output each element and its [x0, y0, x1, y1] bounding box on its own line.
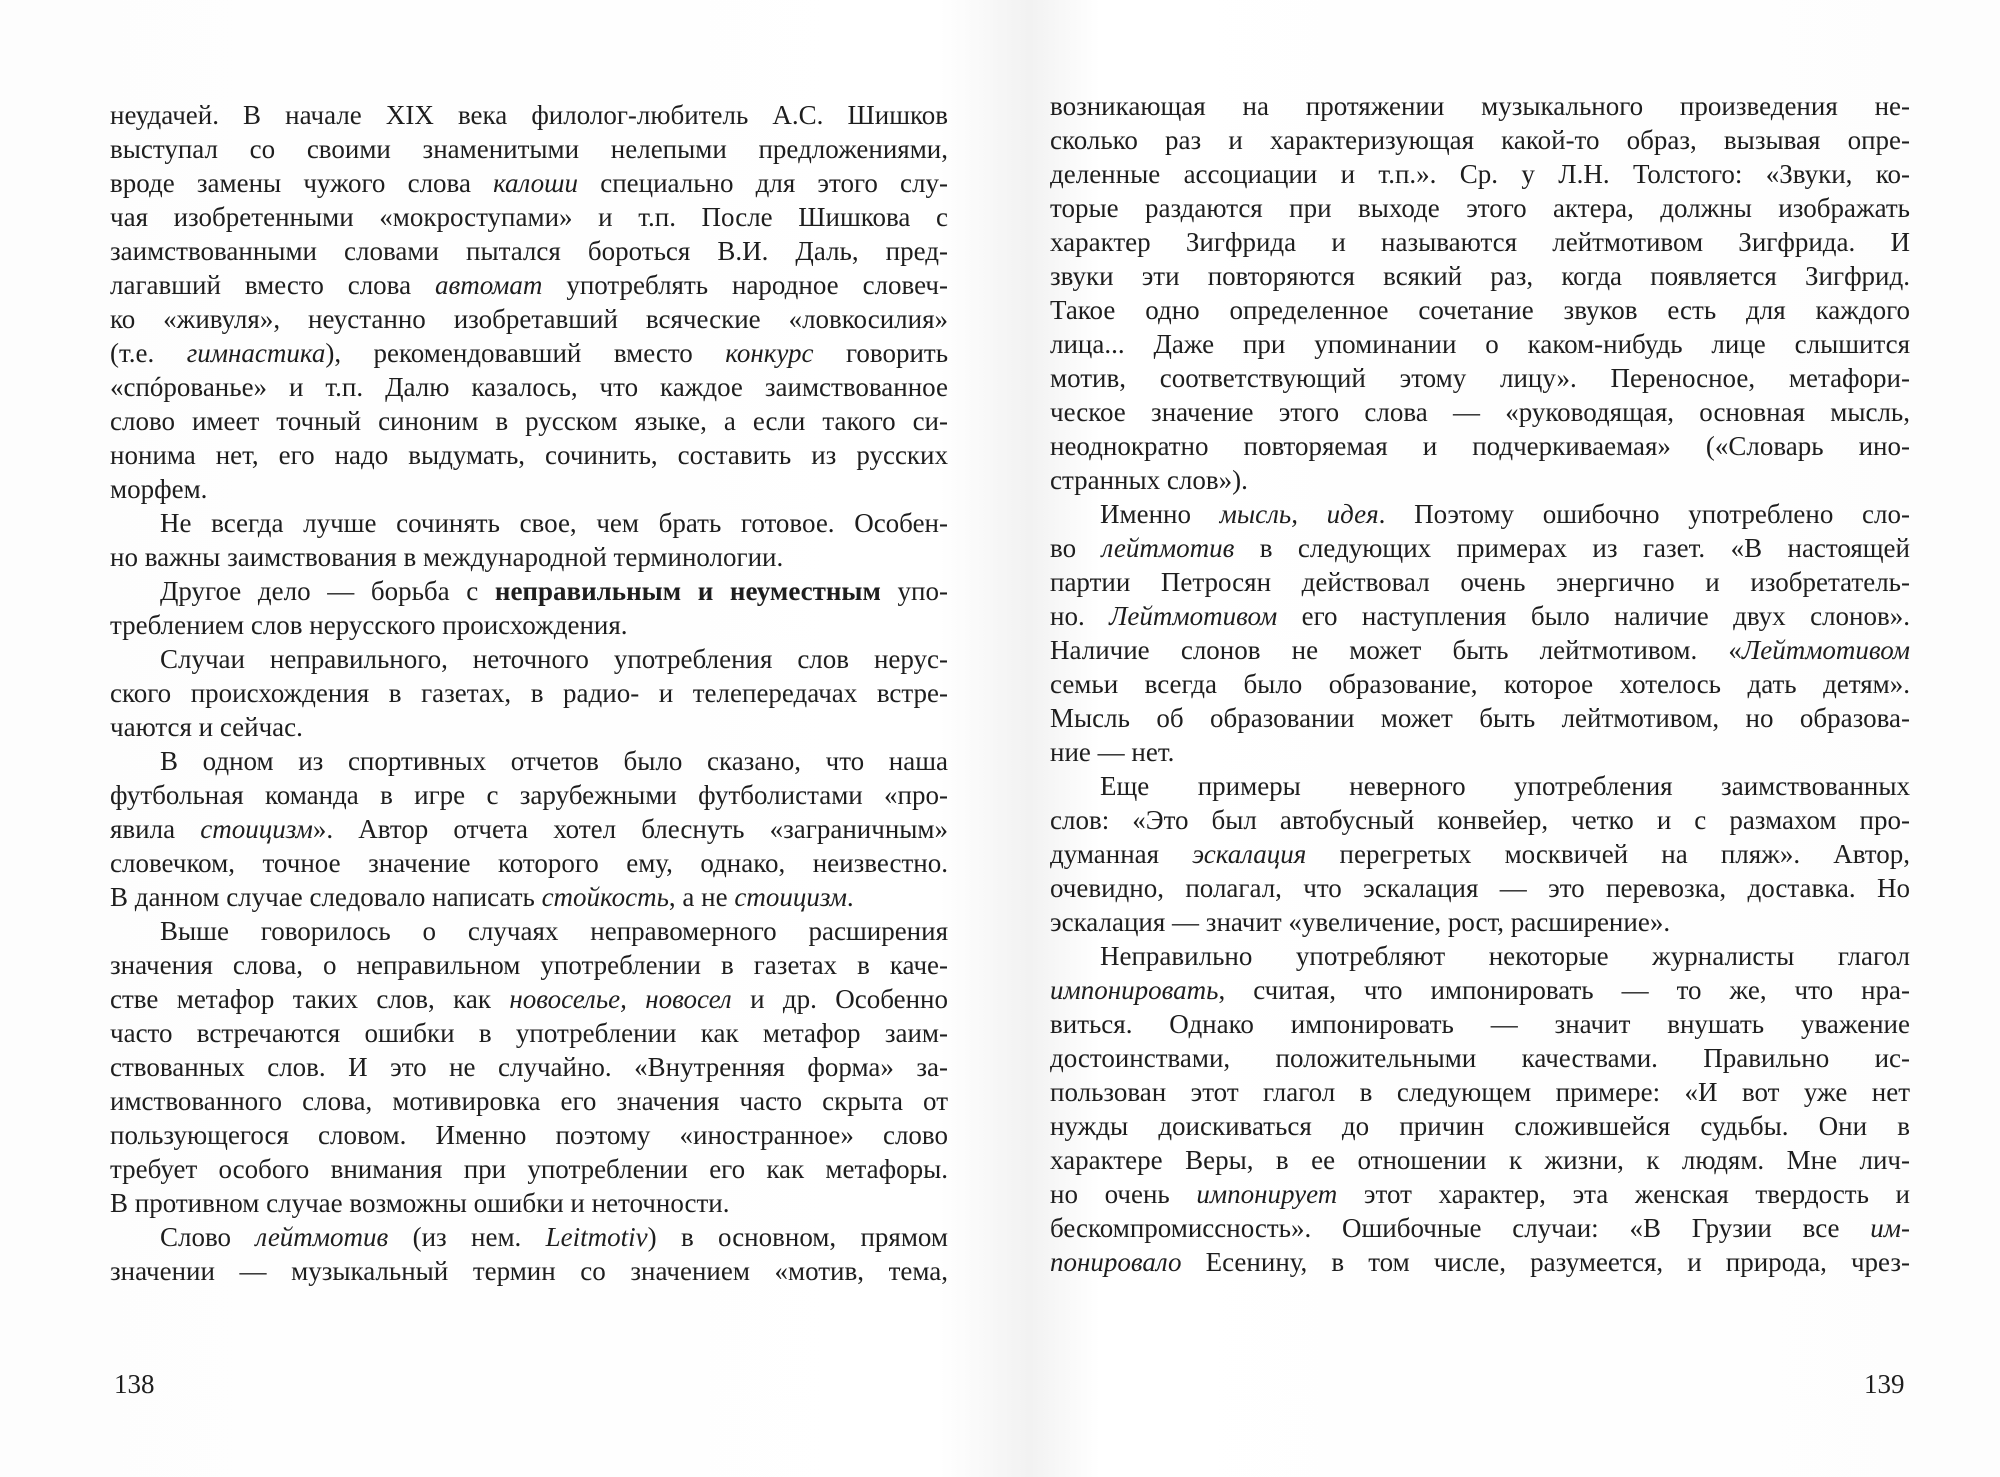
text-run: слов: «Это был автобусный конвейер, четко и с размахом про- — [1050, 805, 1910, 835]
text-line — [1050, 1245, 1910, 1279]
text-run: ческое значение этого слова — «руководящая, основная мысль, — [1050, 397, 1910, 427]
text-line — [1050, 735, 1910, 769]
page-number-right: 139 — [1864, 1369, 1905, 1399]
text-line — [110, 506, 948, 540]
text-run: ». Автор отчета хотел блеснуть «заграничным» — [312, 814, 948, 844]
text-line — [1050, 497, 1910, 531]
text-run: требует особого внимания при употреблении его как метафоры. — [110, 1154, 948, 1184]
text-line — [1050, 531, 1910, 565]
text-run: значении — музыкальный термин со значением «мотив, тема, — [110, 1256, 948, 1286]
text-line — [1050, 1075, 1910, 1109]
italic-run: стойкость — [541, 882, 669, 912]
italic-run: гимнастика — [186, 338, 326, 368]
text-line — [110, 744, 948, 778]
text-line — [110, 1186, 948, 1220]
text-run: значения слова, о неправильном употреблении в газетах в каче- — [110, 950, 948, 980]
text-line — [1050, 667, 1910, 701]
italic-run: мысль, идея — [1219, 499, 1379, 529]
right-page-text — [1050, 89, 1910, 1279]
text-run: сколько раз и характеризующая какой-то образ, вызывая опре- — [1050, 125, 1910, 155]
text-line — [110, 98, 948, 132]
italic-run: новоселье, новосел — [509, 984, 732, 1014]
text-run: неудачей. В начале XIX века филолог-любитель А.С. Шишков — [110, 100, 948, 130]
text-line — [110, 1084, 948, 1118]
text-line — [110, 336, 948, 370]
text-line — [1050, 157, 1910, 191]
text-run: пользующегося словом. Именно поэтому «иностранное» слово — [110, 1120, 948, 1150]
text-run: часто встречаются ошибки в употреблении как метафор заим- — [110, 1018, 948, 1048]
text-line — [110, 404, 948, 438]
text-line — [110, 710, 948, 744]
text-run: Не всегда лучше сочинять свое, чем брать готовое. Особен- — [160, 508, 948, 538]
italic-run: эскалация — [1192, 839, 1307, 869]
text-run: возникающая на протяжении музыкального произведения не- — [1050, 91, 1910, 121]
text-line — [110, 1220, 948, 1254]
bold-run: неправильным и неуместным — [494, 576, 881, 606]
text-line — [110, 982, 948, 1016]
text-line — [1050, 565, 1910, 599]
italic-run: конкурс — [725, 338, 814, 368]
text-run: достоинствами, положительными качествами. Правильно ис- — [1050, 1043, 1910, 1073]
text-run: характер Зигфрида и называются лейтмотивом Зигфрида. И — [1050, 227, 1910, 257]
text-line — [1050, 463, 1910, 497]
italic-run: стоицизм — [200, 814, 313, 844]
text-run: . Поэтому ошибочно употреблено сло- — [1378, 499, 1910, 529]
text-line — [1050, 837, 1910, 871]
text-line — [1050, 803, 1910, 837]
text-run: но. — [1050, 601, 1110, 631]
text-line — [1050, 1109, 1910, 1143]
text-run: Случаи неправильного, неточного употребления слов нерус- — [160, 644, 948, 674]
text-run: говорить — [813, 338, 949, 368]
text-line — [1050, 259, 1910, 293]
italic-run: Лейтмотивом — [1109, 601, 1278, 631]
text-run: Мысль об образовании может быть лейтмотивом, но образова- — [1050, 703, 1910, 733]
text-run: чаются и сейчас. — [110, 712, 303, 742]
text-run: нонима нет, его надо выдумать, сочинить, составить из русских — [110, 440, 948, 470]
text-line — [110, 234, 948, 268]
text-run: очевидно, полагал, что эскалация — это перевозка, доставка. Но — [1050, 873, 1910, 903]
text-line — [110, 540, 948, 574]
text-run: во — [1050, 533, 1102, 563]
text-run: ), рекомендовавший вместо — [325, 338, 726, 368]
text-line — [110, 812, 948, 846]
text-run: выступал со своими знаменитыми нелепыми предложениями, — [110, 134, 948, 164]
text-run: неоднократно повторяемая и подчеркиваемая» («Словарь ино- — [1050, 431, 1910, 461]
text-line — [110, 574, 948, 608]
text-run: в следующих примерах из газет. «В настоящей — [1234, 533, 1910, 563]
text-line — [110, 1118, 948, 1152]
text-line — [110, 608, 948, 642]
text-run: мотив, соответствующий этому лицу». Переносное, метафори- — [1050, 363, 1910, 393]
text-run: футбольная команда в игре с зарубежными футболистами «про- — [110, 780, 948, 810]
text-run: деленные ассоциации и т.п.». Ср. у Л.Н. Толстого: «Звуки, ко- — [1050, 159, 1910, 189]
text-line — [1050, 769, 1910, 803]
text-line — [110, 948, 948, 982]
text-line — [1050, 1211, 1910, 1245]
text-run: упо- — [880, 576, 948, 606]
text-run: явила — [110, 814, 201, 844]
text-run: заимствованными словами пытался бороться В.И. Даль, пред- — [110, 236, 948, 266]
text-line — [1050, 633, 1910, 667]
text-run: торые раздаются при выходе этого актера, должны изображать — [1050, 193, 1910, 223]
left-page — [110, 98, 948, 1288]
text-run: чая изобретенными «мокроступами» и т.п. После Шишкова с — [110, 202, 948, 232]
text-run: вроде замены чужого слова — [110, 168, 494, 198]
text-line — [1050, 89, 1910, 123]
text-line — [110, 1254, 948, 1288]
text-line — [1050, 1177, 1910, 1211]
text-run: ние — нет. — [1050, 737, 1175, 767]
text-line — [110, 472, 948, 506]
text-run: этот характер, эта женская твердость и — [1337, 1179, 1911, 1209]
text-run: пользован этот глагол в следующем примере: «И вот уже нет — [1050, 1077, 1910, 1107]
text-run: лица... Даже при упоминании о каком-нибудь лице слышится — [1050, 329, 1910, 359]
text-line — [1050, 429, 1910, 463]
text-run: но важны заимствования в международной терминологии. — [110, 542, 784, 572]
text-line — [110, 846, 948, 880]
text-line — [1050, 1041, 1910, 1075]
text-run: ко «живуля», неустанно изобретавший всяческие «ловкосилия» — [110, 304, 948, 334]
text-line — [1050, 1007, 1910, 1041]
text-line — [110, 676, 948, 710]
text-line — [110, 1152, 948, 1186]
text-run: стве метафор таких слов, как — [110, 984, 510, 1014]
text-line — [1050, 1143, 1910, 1177]
text-line — [1050, 973, 1910, 1007]
text-run: В противном случае возможны ошибки и неточности. — [110, 1188, 730, 1218]
text-run: партии Петросян действовал очень энергично и изобретатель- — [1050, 567, 1910, 597]
left-page-text — [110, 98, 948, 1288]
text-run: слово имеет точный синоним в русском языке, а если такого си- — [110, 406, 948, 436]
text-line — [1050, 395, 1910, 429]
text-run: странных слов»). — [1050, 465, 1248, 495]
text-run: Неправильно употребляют некоторые журналисты глагол — [1100, 941, 1910, 971]
text-run: морфем. — [110, 474, 208, 504]
text-line — [110, 200, 948, 234]
text-line — [1050, 225, 1910, 259]
text-run: эскалация — значит «увеличение, рост, расширение». — [1050, 907, 1671, 937]
italic-run: Leitmotiv — [545, 1222, 648, 1252]
text-run: характере Веры, в ее отношении к жизни, к людям. Мне лич- — [1050, 1145, 1910, 1175]
text-line — [110, 778, 948, 812]
text-line — [110, 914, 948, 948]
text-run: треблением слов нерусского происхождения. — [110, 610, 628, 640]
text-run: его наступления было наличие двух слонов». — [1277, 601, 1910, 631]
italic-run: импонировать — [1050, 975, 1219, 1005]
text-run: Именно — [1100, 499, 1220, 529]
italic-run: автомат — [434, 270, 543, 300]
text-run: ствованных слов. И это не случайно. «Внутренняя форма» за- — [110, 1052, 948, 1082]
text-line — [1050, 191, 1910, 225]
text-run: , считая, что импонировать — то же, что нра- — [1218, 975, 1910, 1005]
right-page — [1050, 91, 1911, 1288]
text-run: бескомпромиссность». Ошибочные случаи: «В Грузии все — [1050, 1213, 1871, 1243]
text-run: (из нем. — [388, 1222, 546, 1252]
text-line — [1050, 327, 1910, 361]
text-run: словечком, точное значение которого ему, однако, неизвестно. — [110, 848, 948, 878]
text-run: Другое дело — борьба с — [160, 576, 495, 606]
text-run: ) в основном, прямом — [647, 1222, 948, 1252]
text-run: В данном случае следовало написать — [110, 882, 542, 912]
text-run: В одном из спортивных отчетов было сказано, что наша — [160, 746, 948, 776]
text-run: специально для этого слу- — [578, 168, 948, 198]
text-run: думанная — [1050, 839, 1193, 869]
text-line — [1050, 293, 1910, 327]
text-run: виться. Однако импонировать — значит внушать уважение — [1050, 1009, 1910, 1039]
text-run: . — [846, 882, 854, 912]
text-line — [110, 132, 948, 166]
text-line — [1050, 871, 1910, 905]
text-run: но очень — [1050, 1179, 1197, 1209]
text-run: семьи всегда было образование, которое хотелось дать детям». — [1050, 669, 1910, 699]
text-run: (т.е. — [110, 338, 187, 368]
text-line — [110, 880, 948, 914]
text-line — [1050, 939, 1910, 973]
text-line — [110, 302, 948, 336]
text-run: звуки эти повторяются всякий раз, когда появляется Зигфрид. — [1050, 261, 1910, 291]
text-line — [110, 166, 948, 200]
italic-run: стоицизм — [734, 882, 847, 912]
italic-run: им- — [1870, 1213, 1910, 1243]
text-run: Слово — [160, 1222, 256, 1252]
text-line — [110, 642, 948, 676]
text-run: ского происхождения в газетах, в радио- и телепередачах встре- — [110, 678, 948, 708]
text-line — [110, 370, 948, 404]
text-run: перегретых москвичей на пляж». Автор, — [1306, 839, 1910, 869]
text-line — [1050, 361, 1910, 395]
text-run: Наличие слонов не может быть лейтмотивом. « — [1050, 635, 1742, 665]
text-line — [1050, 905, 1910, 939]
italic-run: лейтмотив — [1101, 533, 1235, 563]
text-run: «спóрованье» и т.п. Далю казалось, что каждое заимствованное — [110, 372, 948, 402]
italic-run: импонирует — [1196, 1179, 1338, 1209]
text-line — [1050, 701, 1910, 735]
text-run: Еще примеры неверного употребления заимствованных — [1100, 771, 1910, 801]
text-run: употреблять народное словеч- — [542, 270, 948, 300]
text-line — [1050, 123, 1910, 157]
page-number-left: 138 — [114, 1369, 155, 1399]
text-line — [110, 438, 948, 472]
italic-run: лейтмотив — [255, 1222, 389, 1252]
italic-run: понировало — [1050, 1247, 1182, 1277]
text-run: нужды доискиваться до причин сложившейся судьбы. Они в — [1050, 1111, 1910, 1141]
text-line — [1050, 599, 1910, 633]
text-line — [110, 1050, 948, 1084]
text-run: имствованного слова, мотивировка его значения часто скрыта от — [110, 1086, 948, 1116]
text-run: Такое одно определенное сочетание звуков есть для каждого — [1050, 295, 1910, 325]
italic-run: калоши — [493, 168, 579, 198]
italic-run: Лейтмотивом — [1741, 635, 1910, 665]
text-run: лагавший вместо слова — [110, 270, 435, 300]
text-line — [110, 268, 948, 302]
text-run: Есенину, в том числе, разумеется, и природа, чрез- — [1181, 1247, 1910, 1277]
text-run: Выше говорилось о случаях неправомерного расширения — [160, 916, 948, 946]
text-line — [110, 1016, 948, 1050]
text-run: и др. Особенно — [731, 984, 949, 1014]
text-run: , а не — [668, 882, 735, 912]
